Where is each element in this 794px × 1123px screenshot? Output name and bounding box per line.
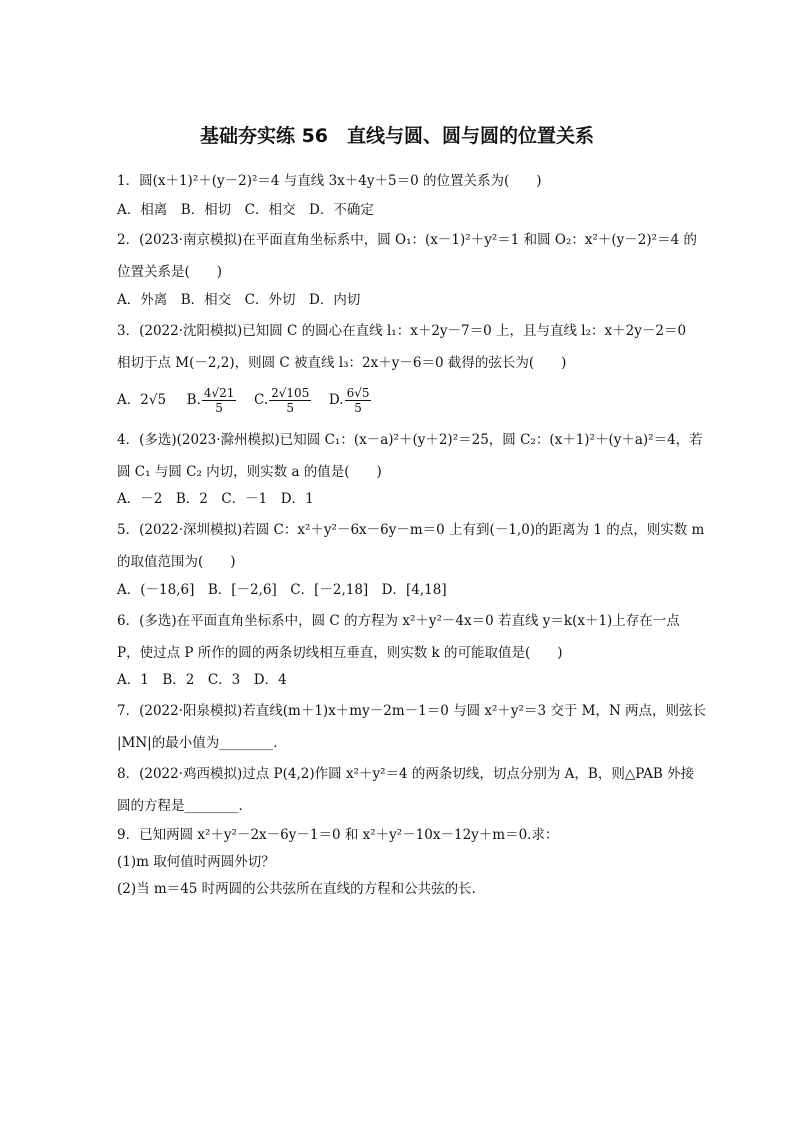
question-7-line-1: 7．(2022·阳泉模拟)若直线(m＋1)x＋my－2m－1＝0 与圆 x²＋y²＝3 交于 M，N 两点，则弦长 [117,703,707,719]
option-b-fraction [202,386,237,415]
question-4-line-2: 圆 C₁ 与圆 C₂ 内切，则实数 a 的值是( ) [117,464,382,480]
question-1-options: A．相离 B．相切 C．相交 D．不确定 [117,202,374,218]
option-d-label: D. [328,392,344,408]
option-b-denominator: 5 [215,401,223,415]
option-a: A．2√5 [117,392,167,408]
question-2-line-2: 位置关系是( ) [117,264,223,280]
question-2-line-1: 2．(2023·南京模拟)在平面直角坐标系中，圆 O₁：(x－1)²＋y²＝1 和圆 O₂：x²＋(y－2)²＝4 的 [117,232,697,248]
option-c-label: C. [254,392,269,408]
question-4-line-1: 4．(多选)(2023·滁州模拟)已知圆 C₁：(x－a)²＋(y＋2)²＝25，圆 C₂：(x＋1)²＋(y＋a)²＝4，若 [117,432,703,448]
option-d-fraction [345,386,372,415]
question-9-part-2: (2)当 m＝45 时两圆的公共弦所在直线的方程和公共弦的长． [117,881,486,897]
question-1: 1．圆(x＋1)²＋(y－2)²＝4 与直线 3x＋4y＋5＝0 的位置关系为( ) [117,173,542,189]
question-8-line-2: 圆的方程是________． [117,798,252,814]
option-c-numerator: 2√105 [271,386,310,400]
question-6-line-1: 6．(多选)在平面直角坐标系中，圆 C 的方程为 x²＋y²－4x＝0 若直线 y＝k(x＋1)上存在一点 [117,613,680,629]
question-6-line-2: P，使过点 P 所作的圆的两条切线相互垂直，则实数 k 的可能取值是( ) [117,645,563,661]
question-5-options: A．(－18,6] B．[－2,6] C．[－2,18] D．[4,18] [117,582,447,598]
question-8-line-1: 8．(2022·鸡西模拟)过点 P(4,2)作圆 x²＋y²＝4 的两条切线，切点分别为 A，B，则△PAB 外接 [117,766,695,782]
question-9-part-1: (1)m 取何值时两圆外切？ [117,854,275,870]
question-3-options [117,381,372,419]
question-3-line-1: 3．(2022·沈阳模拟)已知圆 C 的圆心在直线 l₁：x＋2y－7＝0 上，且与直线 l₂：x＋2y－2＝0 [117,323,687,339]
option-c-fraction [269,386,311,415]
option-c-denominator: 5 [286,401,295,415]
question-5-line-2: 的取值范围为( ) [117,554,236,570]
question-2-options: A．外离 B．相交 C．外切 D．内切 [117,292,361,308]
question-3-line-2: 相切于点 M(－2,2)，则圆 C 被直线 l₃：2x＋y－6＝0 截得的弦长为( ) [117,355,567,371]
question-9-line-1: 9．已知两圆 x²＋y²－2x－6y－1＝0 和 x²＋y²－10x－12y＋m＝0.求： [117,827,559,843]
option-b-label: B. [186,392,201,408]
question-5-line-1: 5．(2022·深圳模拟)若圆 C：x²＋y²－6x－6y－m＝0 上有到(－1,0)的距离为 1 的点，则实数 m [117,522,705,538]
option-d-numerator: 6√5 [346,386,370,400]
option-d-denominator: 5 [354,401,362,415]
question-6-options: A．1 B．2 C．3 D．4 [117,672,287,688]
option-b-numerator: 4√21 [203,386,235,400]
question-7-line-2: |MN|的最小值为________． [117,735,287,751]
page-title: 基础夯实练 56 直线与圆、圆与圆的位置关系 [199,125,595,147]
question-4-options: A．－2 B．2 C．－1 D．1 [117,491,314,507]
